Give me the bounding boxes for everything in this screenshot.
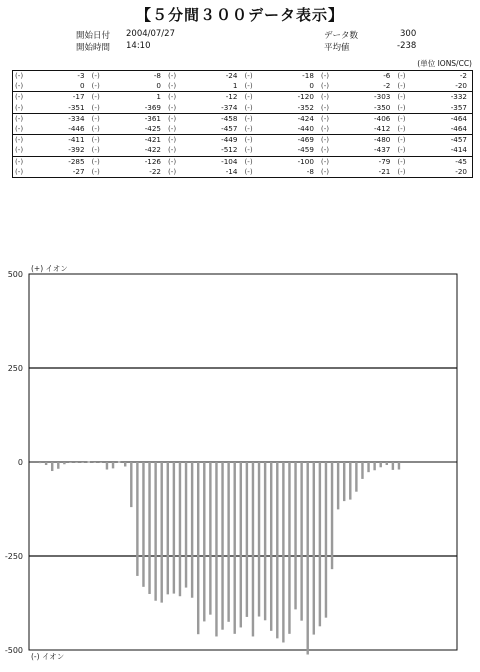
data-bar	[185, 462, 187, 588]
table-value-cell: -352	[297, 102, 314, 112]
average-value: -238	[397, 41, 417, 51]
table-sign-cell: (-)	[397, 145, 406, 155]
data-bar	[191, 462, 193, 598]
table-value-cell: -459	[297, 145, 314, 155]
table-value-cell: -425	[144, 124, 161, 134]
start-date-label: 開始日付	[76, 31, 111, 41]
table-sign-cell: (-)	[395, 156, 421, 167]
table-value-cell: -285	[39, 156, 90, 167]
table-value-cell: -406	[345, 113, 396, 124]
y-tick-label: 500	[7, 270, 23, 279]
table-value-cell: -18	[268, 71, 319, 82]
data-table	[12, 70, 473, 178]
data-bar	[69, 462, 71, 463]
table-value-cell: -351	[68, 102, 85, 112]
data-bar	[87, 462, 89, 463]
table-sign-cell: (-)	[319, 113, 345, 124]
start-info	[76, 29, 216, 53]
table-value-cell: -512	[221, 145, 238, 155]
data-bar	[136, 462, 138, 576]
table-value-cell: -411	[39, 135, 90, 146]
data-bar	[148, 462, 150, 594]
table-sign-cell: (-)	[90, 71, 116, 82]
table-value-cell: -350	[374, 102, 391, 112]
table-row	[13, 124, 473, 135]
table-sign-cell: (-)	[13, 92, 39, 103]
data-bar	[173, 462, 175, 594]
table-sign-cell: (-)	[168, 81, 177, 91]
table-sign-cell: (-)	[242, 167, 268, 178]
table-value-cell: -464	[421, 113, 472, 124]
data-bar	[349, 462, 351, 500]
data-bar	[337, 462, 339, 509]
table-value-cell: -469	[268, 135, 319, 146]
table-value-cell: 1	[232, 81, 238, 91]
table-value-cell: -3	[39, 71, 90, 82]
table-sign-cell: (-)	[13, 103, 39, 114]
unit-label: (単位 IONS/CC)	[417, 59, 472, 68]
data-bar	[288, 462, 290, 634]
table-value-cell: -332	[421, 92, 472, 103]
table-sign-cell: (-)	[395, 135, 421, 146]
table-value-cell: -357	[421, 103, 472, 114]
table-sign-cell: (-)	[319, 71, 345, 82]
table-sign-cell: (-)	[242, 135, 268, 146]
start-date-value: 2004/07/27	[126, 29, 175, 39]
table-sign-cell: (-)	[13, 113, 39, 124]
table-value-cell: -464	[421, 124, 472, 135]
table-sign-cell: (-)	[319, 92, 345, 103]
data-bar	[233, 462, 235, 634]
table-row	[13, 113, 473, 124]
table-value-cell: 0	[79, 81, 85, 91]
table-row	[13, 135, 473, 146]
table-value-cell: -422	[144, 145, 161, 155]
table-sign-cell: (-)	[395, 113, 421, 124]
start-time-label: 開始時間	[76, 43, 111, 53]
table-value-cell: -20	[421, 167, 472, 178]
data-bar	[270, 462, 272, 631]
table-value-cell: -120	[268, 92, 319, 103]
data-bar	[112, 462, 114, 468]
data-bar	[227, 462, 229, 622]
table-sign-cell: (-)	[91, 145, 100, 155]
table-sign-cell: (-)	[91, 124, 100, 134]
table-value-cell: -17	[39, 92, 90, 103]
table-value-cell: -24	[192, 71, 243, 82]
table-value-cell: -421	[115, 135, 166, 146]
table-sign-cell: (-)	[320, 145, 330, 155]
table-value-cell: -22	[115, 167, 166, 178]
data-bar	[379, 462, 381, 467]
table-value-cell: -437	[374, 145, 391, 155]
table-sign-cell: (-)	[242, 92, 268, 103]
table-row	[13, 92, 473, 103]
summary-info	[324, 29, 434, 53]
table-sign-cell: (-)	[166, 92, 192, 103]
table-sign-cell: (-)	[168, 145, 177, 155]
table-sign-cell: (-)	[244, 145, 253, 155]
y-tick-label: -250	[4, 552, 23, 561]
table-sign-cell: (-)	[166, 167, 192, 178]
data-bar	[197, 462, 199, 634]
data-bar	[343, 462, 345, 501]
data-bar	[63, 462, 65, 464]
table-sign-cell: (-)	[397, 102, 406, 112]
table-value-cell: -457	[421, 135, 472, 146]
data-bar	[221, 462, 223, 630]
data-bar	[398, 462, 400, 470]
data-bar	[240, 462, 242, 627]
data-bar	[276, 462, 278, 638]
data-bar	[331, 462, 333, 569]
data-bar	[118, 462, 120, 463]
table-sign-cell: (-)	[166, 135, 192, 146]
data-bar	[75, 462, 77, 463]
data-bar	[57, 462, 59, 469]
table-sign-cell: (-)	[166, 71, 192, 82]
table-value-cell: -27	[39, 167, 90, 178]
data-bar	[355, 462, 357, 492]
data-bar	[258, 462, 260, 617]
table-value-cell: -392	[68, 145, 85, 155]
data-bar	[252, 462, 254, 636]
data-bar	[100, 462, 102, 463]
table-sign-cell: (-)	[166, 113, 192, 124]
table-sign-cell: (-)	[13, 71, 39, 82]
table-value-cell: -369	[144, 102, 161, 112]
table-sign-cell: (-)	[244, 124, 253, 134]
table-value-cell: -8	[115, 71, 166, 82]
table-value-cell: -414	[421, 145, 472, 156]
table-sign-cell: (-)	[91, 81, 100, 91]
table-sign-cell: (-)	[90, 92, 116, 103]
data-bar	[392, 462, 394, 470]
table-sign-cell: (-)	[395, 92, 421, 103]
data-bar	[306, 462, 308, 655]
data-bar	[373, 462, 375, 470]
data-bar	[94, 462, 96, 463]
table-sign-cell: (-)	[242, 156, 268, 167]
table-row	[13, 71, 473, 82]
data-bar	[246, 462, 248, 617]
data-bar	[319, 462, 321, 626]
data-bar	[294, 462, 296, 609]
table-value-cell: -458	[192, 113, 243, 124]
table-value-cell: -126	[115, 156, 166, 167]
data-bar	[81, 462, 83, 463]
table-value-cell: -6	[345, 71, 396, 82]
count-value: 300	[400, 29, 417, 39]
table-value-cell: -334	[39, 113, 90, 124]
negative-ion-label: (-) イオン	[31, 652, 65, 661]
table-value-cell: -100	[268, 156, 319, 167]
table-value-cell: -412	[374, 124, 391, 134]
table-sign-cell: (-)	[319, 156, 345, 167]
data-bar	[167, 462, 169, 594]
data-bar	[282, 462, 284, 642]
table-row	[13, 145, 473, 156]
data-bar	[45, 462, 47, 465]
data-bar	[313, 462, 315, 635]
table-value-cell: -446	[68, 124, 85, 134]
table-value-cell: -440	[297, 124, 314, 134]
table-sign-cell: (-)	[320, 81, 330, 91]
table-value-cell: -424	[268, 113, 319, 124]
data-bar	[386, 462, 388, 465]
table-value-cell: -374	[221, 102, 238, 112]
table-sign-cell: (-)	[90, 113, 116, 124]
table-value-cell: -449	[192, 135, 243, 146]
table-sign-cell: (-)	[90, 156, 116, 167]
table-sign-cell: (-)	[13, 81, 39, 92]
table-sign-cell: (-)	[320, 102, 330, 112]
y-tick-label: -500	[4, 646, 23, 655]
positive-ion-label: (+) イオン	[31, 264, 68, 273]
table-value-cell: 0	[156, 81, 161, 91]
data-bar	[179, 462, 181, 596]
data-bar	[203, 462, 205, 621]
table-sign-cell: (-)	[13, 167, 39, 178]
table-sign-cell: (-)	[91, 102, 100, 112]
y-tick-label: 250	[7, 364, 23, 373]
data-bar	[142, 462, 144, 587]
table-sign-cell: (-)	[90, 135, 116, 146]
table-value-cell: -14	[192, 167, 243, 178]
data-bar	[51, 462, 53, 471]
table-value-cell: -20	[421, 81, 472, 92]
table-sign-cell: (-)	[13, 135, 39, 146]
data-bar	[325, 462, 327, 618]
data-bar	[106, 462, 108, 470]
table-sign-cell: (-)	[319, 135, 345, 146]
table-sign-cell: (-)	[319, 167, 345, 178]
table-value-cell: -2	[421, 71, 472, 82]
data-bar	[209, 462, 211, 615]
table-sign-cell: (-)	[166, 156, 192, 167]
table-value-cell: -2	[383, 81, 391, 91]
data-bar	[39, 462, 41, 463]
table-value-cell: -79	[345, 156, 396, 167]
table-value-cell: -21	[345, 167, 396, 178]
table-value-cell: -457	[221, 124, 238, 134]
table-row	[13, 167, 473, 178]
table-sign-cell: (-)	[397, 124, 406, 134]
table-row	[13, 81, 473, 92]
average-label: 平均値	[324, 43, 350, 53]
data-bar	[300, 462, 302, 621]
count-label: データ数	[324, 31, 359, 41]
table-row	[13, 156, 473, 167]
table-value-cell: -45	[421, 156, 472, 167]
table-sign-cell: (-)	[395, 71, 421, 82]
table-sign-cell: (-)	[320, 124, 330, 134]
data-bar	[124, 462, 126, 467]
table-value-cell: 1	[115, 92, 166, 103]
table-row	[13, 103, 473, 114]
table-sign-cell: (-)	[244, 81, 253, 91]
table-value-cell: -104	[192, 156, 243, 167]
table-value-cell: -361	[115, 113, 166, 124]
table-sign-cell: (-)	[397, 81, 406, 91]
data-bar	[361, 462, 363, 479]
table-sign-cell: (-)	[13, 124, 39, 135]
ion-chart	[0, 262, 480, 672]
page-title: 【５分間３００データ表示】	[135, 6, 344, 24]
table-value-cell: -303	[345, 92, 396, 103]
data-bar	[154, 462, 156, 601]
table-value-cell: -480	[345, 135, 396, 146]
start-time-value: 14:10	[126, 41, 151, 51]
table-sign-cell: (-)	[13, 156, 39, 167]
data-bar	[367, 462, 369, 472]
table-value-cell: -8	[268, 167, 319, 178]
table-sign-cell: (-)	[90, 167, 116, 178]
table-sign-cell: (-)	[168, 102, 177, 112]
table-value-cell: 0	[309, 81, 314, 91]
data-bar	[160, 462, 162, 603]
y-tick-label: 0	[17, 458, 23, 467]
data-bar	[215, 462, 217, 636]
table-sign-cell: (-)	[242, 113, 268, 124]
table-sign-cell: (-)	[168, 124, 177, 134]
table-sign-cell: (-)	[244, 102, 253, 112]
table-sign-cell: (-)	[395, 167, 421, 178]
table-sign-cell: (-)	[242, 71, 268, 82]
table-value-cell: -12	[192, 92, 243, 103]
data-bar	[264, 462, 266, 620]
data-bar	[130, 462, 132, 507]
table-sign-cell: (-)	[13, 145, 39, 156]
